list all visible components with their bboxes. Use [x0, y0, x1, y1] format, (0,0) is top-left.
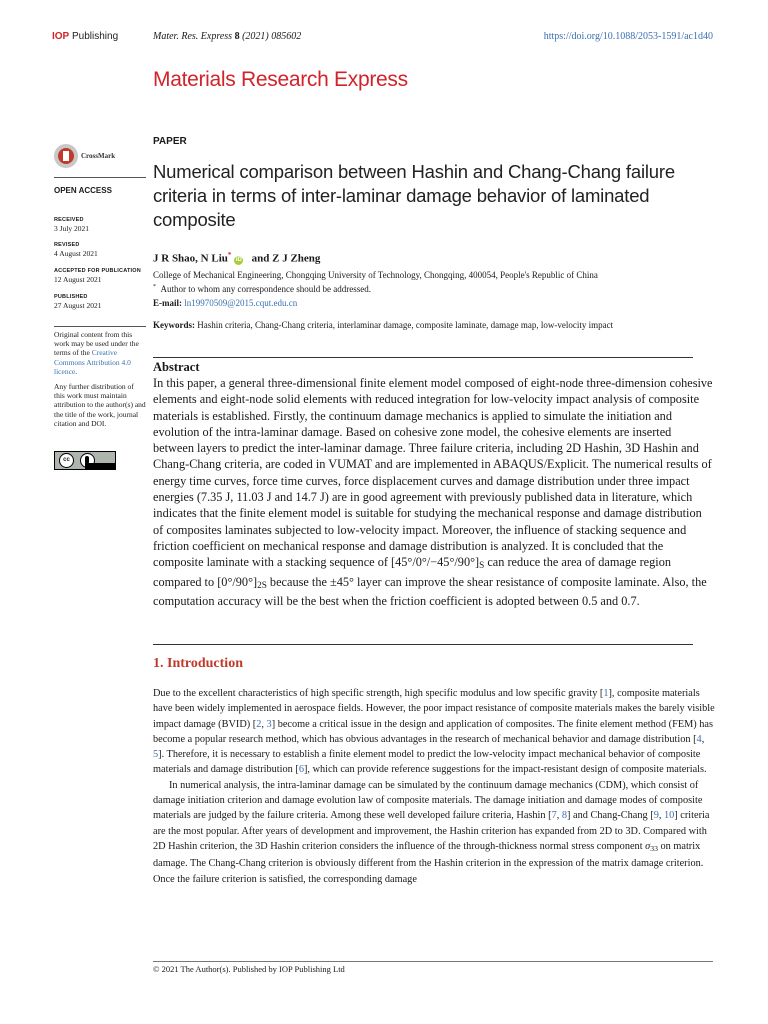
- reference-link[interactable]: 1: [603, 688, 609, 699]
- license-text: Original content from this work may be used under the terms of the Creative Commons Attribution 4.0 licence.: [54, 330, 139, 376]
- footer-divider: [153, 961, 713, 962]
- crossmark-icon: [54, 144, 78, 168]
- abstract-divider-bottom: [153, 644, 693, 645]
- journal-name[interactable]: Materials Research Express: [153, 68, 408, 91]
- affiliation: College of Mechanical Engineering, Chongqing University of Technology, Chongqing, 400054, People's Republic of China: [153, 270, 598, 280]
- reference-link[interactable]: 8: [561, 810, 568, 822]
- authors: [153, 251, 713, 265]
- reference-link[interactable]: 4: [696, 733, 702, 745]
- publisher-logo[interactable]: [52, 31, 118, 42]
- reference-link[interactable]: 5: [153, 749, 159, 761]
- reference-link[interactable]: 9: [653, 810, 659, 822]
- copyright-footer: © 2021 The Author(s). Published by IOP Publishing Ltd: [153, 964, 345, 974]
- citation: [153, 31, 301, 42]
- abstract-text: In this paper, a general three-dimensional finite element model composed of eight-node three-dimension cohesive elements and eight-node solid elements with reduced integration for low-velocity impact analysis of composite materials is established. Firstly, the continuum damage mechanics is applied to simulate the initiation and evolution of the intra-laminar damage. Based on cohesive zone model, the cohesive elements are inserted between layers to predict the inter-laminar damage. Three failure criteria, including 2D Hashin, 3D Hashin and Chang-Chang criteria, are coded in VUMAT and are implemented in ABAQUS/Explicit. The numerical results of energy time curves, force time curves, force displacement curves and damage distribution under three impact energies (7.35 J, 11.03 J and 14.7 J) are in good agreement with previously published data in literature, which indicates that the finite element model is suitable for studying the mechanical response and damage distribution of composites laminates subjected to low-velocity impact. Moreover, the influence of stacking sequence and friction coefficient on mechanical response and damage distribution is analyzed. It is concluded that the composite laminate with a stacking sequence of $[45^\circ/0^\circ/-45^\circ/90^\circ]_S$ can reduce the area of damage region compared to $[0^\circ/90^\circ]_{2S}$ because the ±45° layer can improve the shear resistance of composite laminate. Also, the computation accuracy will be the best when the friction coefficient is adopted between 0.5 and 0.7.: [153, 376, 713, 608]
- publisher-logo-text: Publishing: [69, 31, 119, 42]
- published-date: 27 August 2021: [54, 301, 102, 310]
- keywords-label: Keywords:: [153, 320, 195, 330]
- crossmark-label: CrossMark: [81, 151, 116, 160]
- paper-title: Numerical comparison between Hashin and Chang-Chang failure criteria in terms of inter-laminar damage behavior of laminated composite: [153, 161, 675, 230]
- badge-bar: [85, 463, 115, 469]
- crossmark-button[interactable]: [54, 143, 146, 168]
- introduction-text: [153, 686, 715, 887]
- reference-link[interactable]: 6: [298, 764, 304, 776]
- abstract-heading: Abstract: [153, 360, 200, 374]
- accepted-block: [54, 268, 146, 284]
- reference-link[interactable]: 7: [551, 810, 557, 822]
- email-label: E-mail:: [153, 298, 182, 308]
- reference-link[interactable]: 2: [256, 718, 262, 730]
- email-link[interactable]: ln19970509@2015.cqut.edu.cn: [184, 298, 298, 308]
- accepted-date: 12 August 2021: [54, 275, 102, 284]
- author-list-2[interactable]: and Z J Zheng: [251, 252, 321, 265]
- received-label: RECEIVED: [54, 217, 84, 223]
- sidebar-divider: [54, 177, 146, 178]
- published-block: [54, 294, 146, 310]
- corresponding-mark: *: [227, 251, 232, 259]
- corresponding-note: * Author to whom any correspondence should be addressed.: [153, 283, 371, 294]
- paragraph: In numerical analysis, the intra-laminar damage can be simulated by the continuum damage mechanics (CDM), which consist of damage initiation criterion and damage evolution law of composite materials. The damage initiation and damage modes of composite materials are judged by the failure criteria. Among these well developed failure criteria, Hashin [7, 8] and Chang-Chang [9, 10] criteria are the most popular. After years of development and improvement, the Hashin criterion has expanded from 2D to 3D. Compared with 2D Hashin criterion, the 3D Hashin criterion considers the influence of the through-thickness normal stress component $\sigma_{33}$ on matrix damage. The Chang-Chang criterion is obviously different from the Hashin criterion in the expression of the matrix damage criterion. Once the failure criterion is satisfied, the corresponding damage: [153, 779, 710, 885]
- reference-link[interactable]: 3: [266, 718, 272, 730]
- revised-date: 4 August 2021: [54, 249, 98, 258]
- distribution-text: Any further distribution of this work must maintain attribution to the author(s) and the title of the work, journal citation and DOI.: [54, 382, 146, 428]
- email-line: [153, 298, 713, 308]
- section-heading-introduction: 1. Introduction: [153, 656, 243, 671]
- keywords: Hashin criteria, Chang-Chang criteria, interlaminar damage, composite laminate, damage map, low-velocity impact: [197, 320, 614, 330]
- creative-commons-icon: cc: [59, 453, 74, 468]
- abstract-divider-top: [153, 357, 693, 358]
- revised-block: [54, 242, 146, 258]
- cc-by-license-badge[interactable]: [54, 451, 116, 470]
- year-article: (2021) 085602: [242, 31, 302, 42]
- accepted-label: ACCEPTED FOR PUBLICATION: [54, 268, 141, 274]
- received-date: 3 July 2021: [54, 224, 90, 233]
- open-access-label: OPEN ACCESS: [54, 186, 112, 195]
- sidebar-divider: [54, 326, 146, 327]
- article-type: PAPER: [153, 136, 187, 147]
- orcid-icon[interactable]: iD: [235, 256, 242, 263]
- publisher-logo-brand: IOP: [52, 31, 70, 42]
- volume: 8: [234, 31, 240, 42]
- paragraph: Due to the excellent characteristics of high specific strength, high specific modulus and low specific gravity [1], composite materials have been widely implemented in aerospace fields. However, the poor impact resistance of composite materials makes the barely visible impact damage (BVID) [2, 3] become a critical issue in the design and application of composites. The finite element method (FEM) has become a popular research method, which has obvious advantages in the research of mechanical behavior and damage distribution [4, 5]. Therefore, it is necessary to establish a finite element model to predict the low-velocity impact mechanical behavior of composite materials and damage distribution [6], which can provide reference suggestions for the impact-resistant design of composite materials.: [153, 688, 715, 776]
- revised-label: REVISED: [54, 242, 80, 248]
- affiliation-block: [153, 270, 713, 295]
- author-list[interactable]: J R Shao, N Liu: [153, 252, 228, 265]
- reference-link[interactable]: 10: [664, 810, 675, 822]
- published-label: PUBLISHED: [54, 294, 88, 300]
- keywords-line: [153, 320, 713, 330]
- journal-abbrev: Mater. Res. Express: [153, 31, 233, 42]
- license-link[interactable]: Creative Commons Attribution 4.0 licence: [54, 348, 131, 376]
- doi-link[interactable]: https://doi.org/10.1088/2053-1591/ac1d40: [543, 31, 713, 42]
- received-block: [54, 217, 146, 233]
